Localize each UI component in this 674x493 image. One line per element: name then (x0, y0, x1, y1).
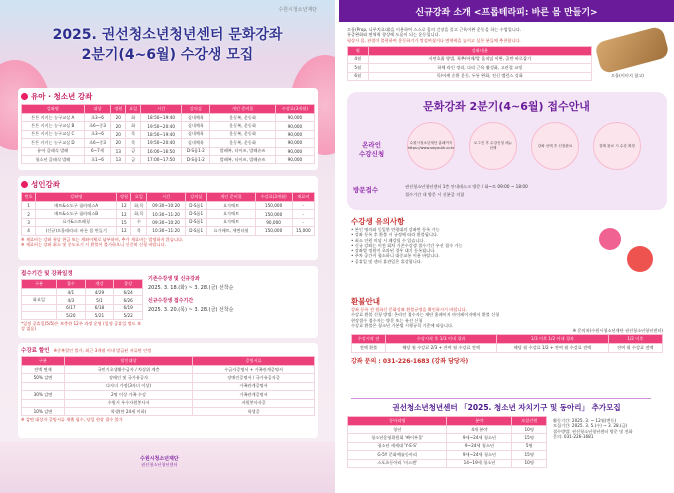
table-cell: 실내체육 (182, 130, 210, 138)
column-header: 수강시작 후 1/3 이내 경과 (385, 335, 496, 344)
discount-footer: ※ 감면 대상자 증빙서류 제출 필수, 당일 현장 접수 불가 (21, 417, 123, 423)
notice-item: • 최소 인원 미달 시 폐강될 수 있습니다. (351, 237, 425, 243)
column-header: 개인 준비물 (210, 105, 275, 114)
bullet-icon (21, 93, 28, 100)
prop-schedule-table (347, 46, 592, 81)
table-cell: 화,목 (131, 202, 147, 210)
table-cell: 금 (126, 147, 141, 155)
notice-item: • 공휴일 및 센터 휴관일은 휴강합니다. (351, 258, 423, 264)
column-header: 개인 준비물 (207, 193, 255, 202)
notice-block (351, 216, 576, 264)
table-cell: 운동복, 운동화 (210, 114, 275, 122)
table-row (22, 147, 315, 155)
column-header: 강좌명 (22, 105, 85, 114)
table-cell: 18:50~19:40 (141, 114, 182, 122)
column-header: 정원 (111, 105, 126, 114)
table-row (22, 218, 315, 226)
table-row (22, 139, 315, 147)
schedule-section (18, 266, 318, 338)
table-cell: 요가매트 (207, 210, 255, 218)
column-header: 분야 (447, 417, 512, 426)
table-cell: 10:30~11:20 (147, 227, 186, 235)
table-cell: 4 (22, 227, 36, 235)
table-cell: 운동복, 운동화 (210, 139, 275, 147)
table-header-row (352, 335, 663, 344)
table-row (22, 391, 315, 399)
table-cell: 장애인 및 국가유공자 (64, 374, 192, 382)
table-cell: 20 (111, 114, 126, 122)
table-cell: 20 (111, 122, 126, 130)
table-cell: 30% 감면 (22, 391, 65, 399)
table-cell: 학생(만 24세 이하) (64, 407, 192, 415)
table-cell (22, 289, 57, 296)
discount-note: ※중복할인 불가, 최근 3개월 이내 발급된 서류만 인정 (53, 348, 152, 353)
table-row (22, 382, 315, 390)
table-cell: 2 (22, 210, 36, 218)
adult-section-title: 성인강좌 (21, 179, 315, 190)
table-cell: 12 (117, 227, 131, 235)
table-cell: 화,목 (131, 210, 147, 218)
table-cell: 10명 (512, 459, 547, 467)
column-header: 수강시작 전 (352, 335, 386, 344)
table-row (22, 130, 315, 138)
existing-date: 2025. 3. 18.(화) ~ 3. 28.(금) 선착순 (148, 285, 234, 291)
table-cell: 10:30~11:20 (147, 210, 186, 218)
table-row (22, 399, 315, 407)
table-cell: D·S룸1·2 (182, 147, 210, 155)
table-cell: 운동복, 운동화 (210, 122, 275, 130)
table-cell: 목 (126, 139, 141, 147)
table-cell: 90,000 (275, 114, 314, 122)
table-cell: 발레복, 타이즈, 발레슈즈 (210, 155, 275, 163)
table-cell: 매트&소도구 필라테스B (36, 210, 117, 218)
table-cell (22, 312, 57, 319)
new-label: 신규수강생 접수기간 (148, 298, 194, 304)
prop-image (594, 25, 670, 74)
intro-line-3: 평상시 몸, 관절이 불편하여 운동하기가 망설여졌거나 면역력을 높이고 싶은 분들께 추천합니다. (347, 37, 521, 43)
table-cell: 20 (111, 130, 126, 138)
table-cell: 5/21 (85, 312, 114, 319)
column-header: 접수 (56, 280, 85, 289)
contact-line: 강좌 문의 : 031-226-1683 (강좌 담당자) (351, 357, 469, 365)
table-cell: 2명 이상 가족 수강 (64, 391, 192, 399)
table-cell: 요가매트 (207, 202, 255, 210)
prop-caption: 프롭(이미지 참고) (611, 73, 644, 78)
notice-item: • 신규 강좌는 이전 회차 기존수강생 접수기간 우선 접수 가능 (351, 242, 463, 248)
table-row (22, 210, 315, 218)
table-cell: 매트&소도구 필라테스A (36, 202, 117, 210)
column-header: 월 (348, 46, 369, 55)
column-header: 강의실 (182, 105, 210, 114)
existing-label: 기존수강생 및 신규강좌 (148, 276, 200, 282)
table-cell: 90,000 (275, 155, 314, 163)
table-cell: 4월 (348, 55, 369, 63)
column-header: 증빙서류 (193, 357, 315, 366)
club-info: 활동기간: 2025. 3. ~ 12월(변동) 모집기간: 2025. 3. 5.(수) ~ 3. 28.(금) 접수방법: 권선청소년청년센터 방문 및 전화 문의: 031-226-1681 (553, 418, 633, 439)
table-cell: 16:00~16:50 (141, 147, 182, 155)
table-cell: 수원시 우수자원봉사자 (64, 399, 192, 407)
table-row (348, 434, 547, 442)
table-cell: 초3~6 (84, 114, 111, 122)
table-cell: 화 (126, 122, 141, 130)
table-cell: 20 (111, 139, 126, 147)
column-header: 대상 (84, 105, 111, 114)
visit-line-1: 권선청소년청년센터 1층 안내데스크 방문 / 화~토 09:00 ~ 18:00 (405, 184, 528, 189)
column-header: 구분 (22, 357, 65, 366)
table-cell: 15명 (512, 434, 547, 442)
table-cell: 수 (131, 218, 147, 226)
table-row (22, 366, 315, 374)
table-cell: 19:50~20:40 (141, 122, 182, 130)
visit-label: 방문접수 (353, 186, 379, 194)
right-poster (339, 0, 674, 493)
table-cell: 6/24 (114, 289, 143, 296)
table-cell: 4/1 (56, 289, 85, 296)
table-cell: 5명 (512, 442, 547, 450)
column-header: 개강 (85, 280, 114, 289)
adult-note-2: ※ 재료비는 강좌 취소 및 중도포기 시 환불이 불가하오니 신중히 신청 바랍니다. (21, 241, 166, 247)
table-cell: 6/26 (114, 296, 143, 304)
table-cell (22, 399, 65, 407)
table-cell: 90,000 (275, 139, 314, 147)
table-row (348, 442, 547, 450)
table-cell: 12 (117, 210, 131, 218)
table-cell: 5/22 (114, 312, 143, 319)
table-cell: 유아 클래식 발레 (22, 147, 85, 155)
visit-line-2: 접수기간 내 방문 시 신분증 지참 (405, 192, 465, 197)
table-cell: 3 (22, 218, 36, 226)
table-cell: 목 (131, 227, 147, 235)
online-label: 온라인 수강신청 (359, 141, 385, 158)
table-cell: 4/3 (56, 296, 85, 304)
column-header: 번호 (22, 193, 36, 202)
adult-note-1: ※ 재료비는 강좌 첫날 현금 또는 계좌이체로 납부하며, 추가 재료비는 발생하지 않습니다. (21, 236, 184, 242)
table-cell: 6/19 (114, 304, 143, 311)
table-cell: 18:50~19:40 (141, 130, 182, 138)
table-row (348, 451, 547, 459)
notice-title: 수강생 유의사항 (351, 217, 405, 226)
club-block (347, 416, 547, 468)
table-cell: D·S룸1 (186, 227, 207, 235)
table-cell: 목/어깨 순환 운동, 두통 완화, 전신 밸런스 강화 (368, 72, 591, 80)
apply-title: 문화강좌 2분기(4~6월) 접수안내 (423, 100, 590, 113)
column-header: 강좌내용 (368, 46, 591, 55)
column-header: 정원 (117, 193, 131, 202)
column-header: 시간 (147, 193, 186, 202)
adult-course-table (21, 192, 315, 236)
table-cell: 초1~6 (84, 155, 111, 163)
table-cell: 17:00~17:50 (141, 155, 182, 163)
footer-band (0, 442, 335, 493)
discount-section (18, 343, 318, 438)
table-cell: 실내체육 (182, 122, 210, 130)
column-header: 종강 (114, 280, 143, 289)
table-row (348, 72, 592, 80)
column-header: 재료비 (292, 193, 314, 202)
table-header-row (348, 417, 547, 426)
table-cell: 국민기초생활수급자 / 차상위 계층 (64, 366, 192, 374)
column-header: 시간 (141, 105, 182, 114)
table-cell: 요가매트, 세면타월 (207, 227, 255, 235)
refund-table (351, 334, 663, 352)
table-cell: 실내체육 (182, 139, 210, 147)
table-cell: 청소년운영위원회 '빠이부물' (348, 434, 447, 442)
table-row (22, 304, 143, 311)
table-cell: 6~7세 (84, 147, 111, 155)
bullet-icon (21, 181, 28, 188)
table-cell: 스포츠동아리 '비스캔' (348, 459, 447, 467)
table-cell: 전액 환불 (352, 344, 386, 352)
table-cell: 튼튼 키키는 농구교실 B (22, 122, 85, 130)
step-circle-4: 결제 완료 시 수강 확정 (593, 122, 641, 170)
notice-item: • 주차 공간이 협소하니 대중교통 이용 바랍니다. (351, 253, 440, 259)
table-row (22, 227, 315, 235)
table-cell: 90,000 (275, 130, 314, 138)
table-cell: 해당 월 수강료 1/2 + 잔여 월 수강료 전액 (497, 344, 608, 352)
refund-block (351, 296, 663, 365)
flower-decoration (589, 228, 659, 278)
table-cell: 튼튼 키키는 농구교실 C (22, 130, 85, 138)
table-cell: 해당 월 수강료 2/3 + 잔여 월 수강료 전액 (385, 344, 496, 352)
table-cell: 운동복, 운동화 (210, 130, 275, 138)
youth-section (18, 88, 318, 170)
table-cell: 초3~6 (84, 130, 111, 138)
table-cell: 전액 면제 (22, 366, 65, 374)
discount-table (21, 356, 315, 416)
youth-course-table (21, 104, 315, 164)
table-cell: 목 (126, 130, 141, 138)
table-cell: 14~19세 청소년 (447, 459, 512, 467)
table-cell: 13 (111, 147, 126, 155)
refund-sub: 강좌 등록 전 원하신 문화강좌 환불규정을 확인하시기 바랍니다. (351, 307, 467, 312)
table-row (348, 64, 592, 72)
table-cell: - (292, 210, 314, 218)
table-cell: 150,000 (255, 210, 292, 218)
refund-line-3: 수강료 환불은 청소년 기본법 시행규칙 기준에 따릅니다. (351, 322, 454, 328)
table-cell (22, 304, 57, 311)
table-cell: 튼튼 키키는 농구교실 A (22, 114, 85, 122)
table-cell: 장애인증명서 / 국가유공자증 (193, 374, 315, 382)
table-row (22, 289, 143, 296)
table-cell: 13 (111, 155, 126, 163)
notice-list (351, 227, 576, 264)
table-cell: D·S룸1 (186, 218, 207, 226)
table-cell: 요가매트 (207, 218, 255, 226)
column-header: 강의실 (186, 193, 207, 202)
intro-line-2: 통증완화와 면역력 향상에 도움이 되는 운동입니다. (347, 32, 440, 38)
table-cell: 15,000 (292, 227, 314, 235)
table-cell: 19:50~20:40 (141, 139, 182, 147)
table-header-row (348, 46, 592, 55)
table-cell: 4개 분야 (447, 426, 512, 434)
table-cell: 자원봉사자증 (193, 399, 315, 407)
column-header: 강좌명 (36, 193, 117, 202)
table-cell: G-5Y 문화예술동아리 (348, 451, 447, 459)
table-cell: - (292, 202, 314, 210)
table-cell: 10% 감면 (22, 407, 65, 415)
table-cell: 50% 감면 (22, 374, 65, 382)
schedule-note: *일정 공휴일(5/5)은 보충한 12주 과정 운영 (일정 공휴일 별도 보강 없음) (21, 320, 142, 331)
table-row (22, 122, 315, 130)
adult-section (18, 176, 318, 260)
table-cell: 4/29 (85, 289, 114, 296)
table-row (22, 407, 315, 415)
table-row (348, 55, 592, 63)
table-row (22, 114, 315, 122)
table-row (22, 312, 143, 319)
table-cell: D·S룸1·2 (182, 155, 210, 163)
table-cell: D·S룸1 (186, 202, 207, 210)
table-cell: 가족관계증명서 (193, 382, 315, 390)
table-cell: 90,000 (275, 122, 314, 130)
table-row (352, 344, 663, 352)
table-cell: 5월 (348, 64, 369, 72)
intro-block (347, 27, 592, 81)
table-cell: - (292, 218, 314, 226)
table-cell: D·S룸1 (186, 210, 207, 218)
table-cell: 6/18 (85, 304, 114, 311)
schedule-title: 접수기간 및 강좌일정 (21, 271, 73, 277)
table-cell: 9세~24세 청소년 (447, 451, 512, 459)
table-cell: 9세~24세 청소년 (447, 434, 512, 442)
poster-subtitle: 2분기(4~6월) 수강생 모집 (81, 47, 254, 63)
org-footer: 수원시청소년재단 권선청소년청년센터 (140, 456, 179, 467)
table-cell: (신규)프롭테라피: 바른 몸 만들기 (36, 227, 117, 235)
youth-section-title: 유아 · 청소년 강좌 (21, 91, 315, 102)
table-cell: 수급자증명서 + 가족관계증명서 (193, 366, 315, 374)
table-row (22, 202, 315, 210)
table-row (348, 459, 547, 467)
table-cell: 잔여 월 수강료 전액 (608, 344, 662, 352)
table-cell: 다자녀 가정(3자녀 이상) (64, 382, 192, 390)
table-cell: 15 (117, 218, 131, 226)
intro-line-1: 프롭(Prop, 나무치료대)을 이용하여 스스로 몸의 긴장을 풀고 근육이완 운동을 하는 수업입니다. (347, 27, 522, 32)
table-cell: 초6~중3 (84, 139, 111, 147)
table-row (22, 374, 315, 382)
table-cell: 6월 (348, 72, 369, 80)
table-cell: 청년 (348, 426, 447, 434)
column-header: 1/2 이후 (608, 335, 662, 344)
table-cell: 하체 라인 정리, 다리 근육 활성화, 고관절 교정 (368, 64, 591, 72)
discount-title: 수강료 할인 (21, 348, 50, 354)
table-cell: 09:30~10:20 (147, 218, 186, 226)
table-cell: 09:30~10:20 (147, 202, 186, 210)
column-header: 할인대상 (64, 357, 192, 366)
table-cell: 150,000 (255, 227, 292, 235)
table-cell: 화요일 (22, 296, 57, 304)
table-cell: 발레복, 타이즈, 발레슈즈 (210, 147, 275, 155)
table-cell: 5/1 (85, 296, 114, 304)
table-row (22, 155, 315, 163)
refund-line-1: 수강료 환불 신청 방법: 온라인 접수자는 재단 홈페이지 마이페이지에서 환불 신청 (351, 312, 500, 318)
poster-title: 2025. 권선청소년청년센터 문화강좌 (52, 27, 283, 43)
table-cell: 5/20 (56, 312, 85, 319)
table-cell: 9~24세 청소년 (447, 442, 512, 450)
notice-item: • 강좌 등록 후 환불 시 규정에 따라 환불됩니다. (351, 232, 439, 238)
table-cell: 화 (126, 114, 141, 122)
table-cell: 90,000 (255, 218, 292, 226)
column-header: 수강료(3개월) (275, 105, 314, 114)
step-circle-2: 로그인 후 수강신청 메뉴 선택 (469, 122, 517, 170)
column-header: 수강료(3개월) (255, 193, 292, 202)
table-row (22, 296, 143, 304)
column-header: 요일 (126, 105, 141, 114)
table-cell: 청소년 클래식 발레 (22, 155, 85, 163)
table-cell: 1 (22, 202, 36, 210)
club-table (347, 416, 547, 468)
table-cell: 10명 (512, 426, 547, 434)
table-header-row (22, 193, 315, 202)
bottom-title: 권선청소년청년센터 「2025. 청소년 자치기구 및 동아리」 추가모집 (392, 403, 621, 412)
new-date: 2025. 3. 20.(목) ~ 3. 28.(금) 선착순 (148, 307, 234, 313)
table-cell: 6/17 (56, 304, 85, 311)
refund-line-2: 현장접수 접수자는 방문 또는 유선 신청 (351, 317, 423, 323)
table-cell: 12 (117, 202, 131, 210)
column-header: 1/3 이후 1/2 이내 경과 (497, 335, 608, 344)
notice-item: • 본인 명의와 동일한 연령대의 강좌만 등록 가능 (351, 227, 440, 232)
column-header: 요일 (131, 193, 147, 202)
table-header-row (22, 280, 143, 289)
column-header: 구분 (22, 280, 57, 289)
table-cell: 초6~중3 (84, 122, 111, 130)
table-cell: 실내체육 (182, 114, 210, 122)
notice-item: • 강좌별 정원이 초과된 경우 대기 등록됩니다. (351, 248, 436, 253)
table-cell: 90,000 (275, 147, 314, 155)
step-circle-1: 수원시청소년재단 홈페이지 https://www.swyouth.or.kr (407, 122, 455, 170)
table-cell: 청소년 새세대 'Y·E·S' (348, 442, 447, 450)
table-cell: 금 (126, 155, 141, 163)
table-cell: 튼튼 키키는 농구교실 D (22, 139, 85, 147)
column-header: 모집인원 (512, 417, 547, 426)
table-cell: 15명 (512, 451, 547, 459)
table-cell: 요가&스트레칭 (36, 218, 117, 226)
table-cell: 학생증 (193, 407, 315, 415)
refund-footer: ※ 문의처(수원시청소년재단 권선청소년청년센터) (572, 328, 663, 333)
new-course-header: 신규강좌 소개 <프롭테라피: 바른 몸 만들기> (339, 0, 674, 22)
org-logo: 수원시청소년재단 (278, 7, 317, 13)
table-cell: 자연호흡 방법, 척추/어깨/발 움직임 이완, 골반 바로잡기 (368, 55, 591, 63)
table-row (348, 426, 547, 434)
left-poster (0, 0, 335, 493)
table-cell: 가족관계증명서 (193, 391, 315, 399)
step-circle-3: 강좌 선택 후 신청완료 (531, 122, 579, 170)
table-header-row (22, 105, 315, 114)
table-cell (22, 382, 65, 390)
schedule-table (21, 279, 143, 320)
table-cell: 150,000 (255, 202, 292, 210)
table-header-row (22, 357, 315, 366)
column-header: 동아리명 (348, 417, 447, 426)
refund-title: 환불안내 (351, 297, 380, 306)
